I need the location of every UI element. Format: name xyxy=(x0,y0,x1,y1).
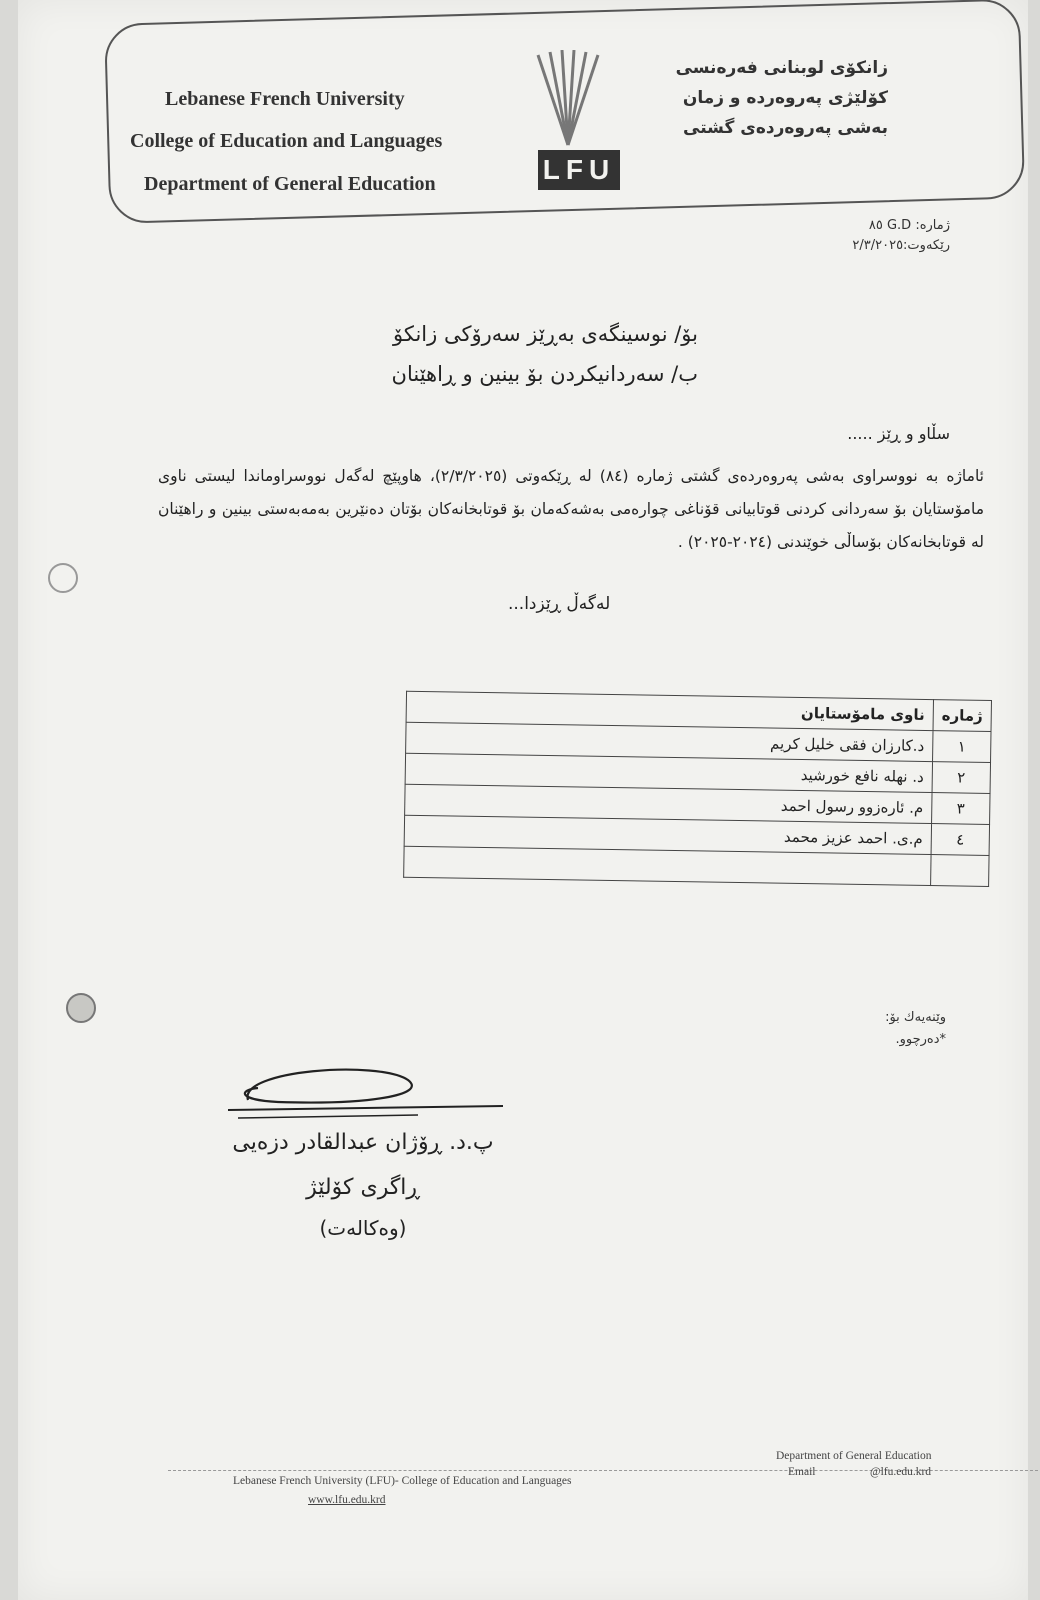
body-paragraph: ئاماژە بە نووسراوی بەشی پەروەردەی گشتی ژمارە (٨٤) لە ڕێكەوتی (٢/٣/٢٠٢٥)، هاوپێچ لەگەل نووسراوماندا لیستی ناوی مامۆستایان بۆ سەردانی كردنی قوتابیانی قۆناغی چوارەمی بەشەكەمان بۆ قوتابخانەكان بۆتان دەنێرین بەمەبەستی بینین و راهێنان لە قوتابخانەكان بۆساڵی خوێندنی (٢٠٢٤-٢٠٢٥) . xyxy=(158,467,984,551)
cc-item: *دەرچوو. xyxy=(895,1032,946,1047)
footer-department: Department of General Education xyxy=(776,1450,932,1462)
header-teacher-name: ناوی مامۆستایان xyxy=(406,691,933,730)
punch-hole xyxy=(66,993,96,1023)
department-name-ku: بەشی پەروەردەی گشتی xyxy=(683,118,888,138)
row-number: ١ xyxy=(932,731,991,763)
signature-graphic xyxy=(218,1060,518,1130)
cc-label: وێنەیەك بۆ: xyxy=(885,1010,946,1025)
footer-email-label: Email xyxy=(788,1466,816,1478)
logo-rays-graphic xyxy=(528,50,608,150)
subject-line: ب/ سەردانیكردن بۆ بینین و ڕاهێنان xyxy=(391,362,698,386)
teachers-table xyxy=(403,691,992,887)
punch-hole-mark xyxy=(48,563,78,593)
reference-number: ژمارە: G.D ٨٥ xyxy=(868,218,950,233)
college-name-ku: كۆلێژی پەروەردە و زمان xyxy=(682,88,888,108)
greeting: سڵاو و ڕێز ..... xyxy=(847,424,950,443)
teacher-name: م.ی. احمد عزیز محمد xyxy=(404,815,931,854)
teacher-name: د. نهلە نافع خورشید xyxy=(405,753,932,792)
university-name-ku: زانكۆی لوبنانی فەرەنسی xyxy=(675,58,888,78)
header-number: ژمارە xyxy=(933,700,992,732)
row-number: ٤ xyxy=(931,824,990,856)
row-number xyxy=(931,855,990,887)
document-page xyxy=(18,0,1028,1600)
lfu-logo: LFU xyxy=(538,150,620,190)
department-name-en: Department of General Education xyxy=(144,173,436,195)
university-name-en: Lebanese French University xyxy=(165,88,405,110)
teacher-name: م. ئارەزوو رسول احمد xyxy=(405,784,932,823)
signatory-title: ڕاگری كۆلێژ xyxy=(306,1175,420,1200)
footer-address: Lebanese French University (LFU)- College of Education and Languages xyxy=(233,1475,572,1487)
addressee-line: بۆ/ نوسینگەی بەڕێز سەرۆكی زانكۆ xyxy=(393,322,698,346)
closing-regards: لەگەڵ ڕێزدا... xyxy=(508,594,611,614)
footer-website: www.lfu.edu.krd xyxy=(308,1494,386,1506)
footer-email-domain: @lfu.edu.krd xyxy=(870,1466,932,1478)
row-number: ٣ xyxy=(932,793,991,825)
reference-date: رێكەوت:٢/٣/٢٠٢٥ xyxy=(852,238,950,253)
signatory-note: (وەكالەت) xyxy=(319,1216,407,1240)
teacher-name: د.كارزان فقی خلیل كریم xyxy=(406,722,933,761)
row-number: ٢ xyxy=(932,762,991,794)
college-name-en: College of Education and Languages xyxy=(130,130,443,152)
signatory-name: پ.د. ڕۆژان عبدالقادر دزەیی xyxy=(232,1130,494,1155)
